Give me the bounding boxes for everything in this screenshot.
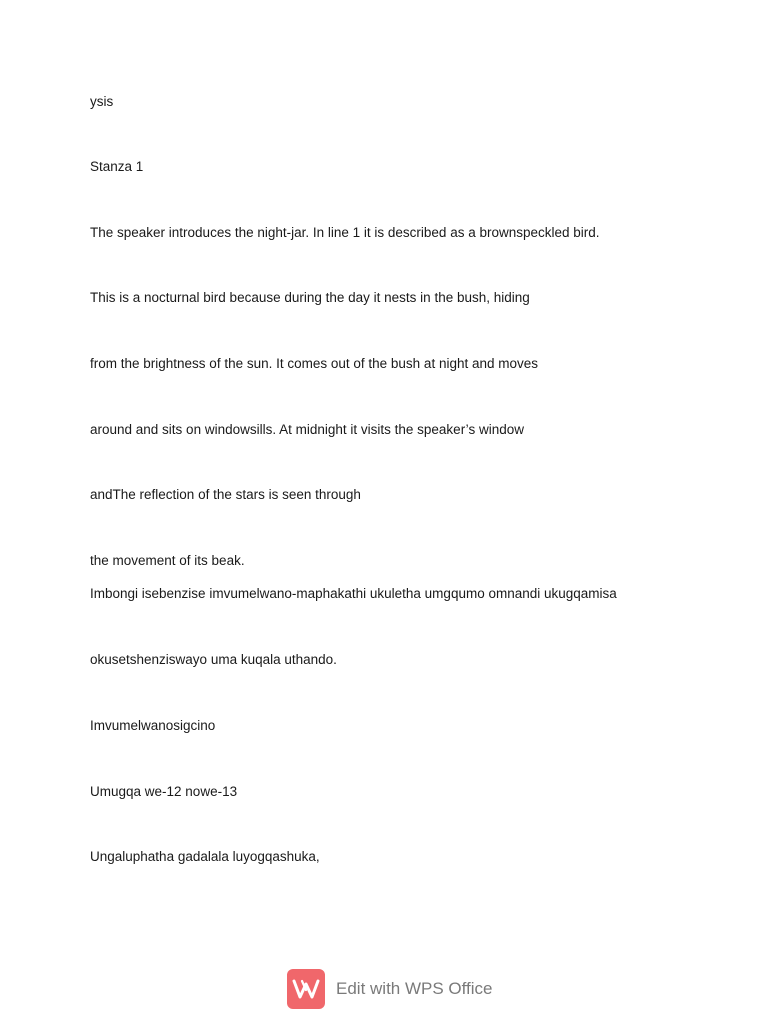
wps-office-logo-icon: [287, 969, 325, 1009]
text-line-9: Imbongi isebenzise imvumelwano-maphakathi ukuletha umgqumo omnandi ukugqamisa: [90, 586, 617, 601]
text-line-13: Ungaluphatha gadalala luyogqashuka,: [90, 849, 320, 864]
text-line-3: The speaker introduces the night-jar. In line 1 it is described as a brownspeckled bird.: [90, 225, 600, 240]
edit-with-wps-button[interactable]: [287, 969, 493, 1009]
text-line-6: around and sits on windowsills. At midnight it visits the speaker’s window: [90, 422, 524, 437]
text-line-10: okusetshenziswayo uma kuqala uthando.: [90, 652, 337, 667]
text-line-4: This is a nocturnal bird because during the day it nests in the bush, hiding: [90, 290, 530, 305]
edit-with-wps-label: Edit with WPS Office: [336, 979, 493, 998]
text-line-1: ysis: [90, 94, 114, 109]
text-line-12: Umugqa we-12 nowe-13: [90, 784, 238, 799]
text-line-7: andThe reflection of the stars is seen through: [90, 487, 361, 502]
text-line-11: Imvumelwanosigcino: [90, 718, 216, 733]
text-line-2: Stanza 1: [90, 159, 144, 174]
text-line-8: the movement of its beak.: [90, 553, 245, 568]
text-line-5: from the brightness of the sun. It comes out of the bush at night and moves: [90, 356, 539, 371]
